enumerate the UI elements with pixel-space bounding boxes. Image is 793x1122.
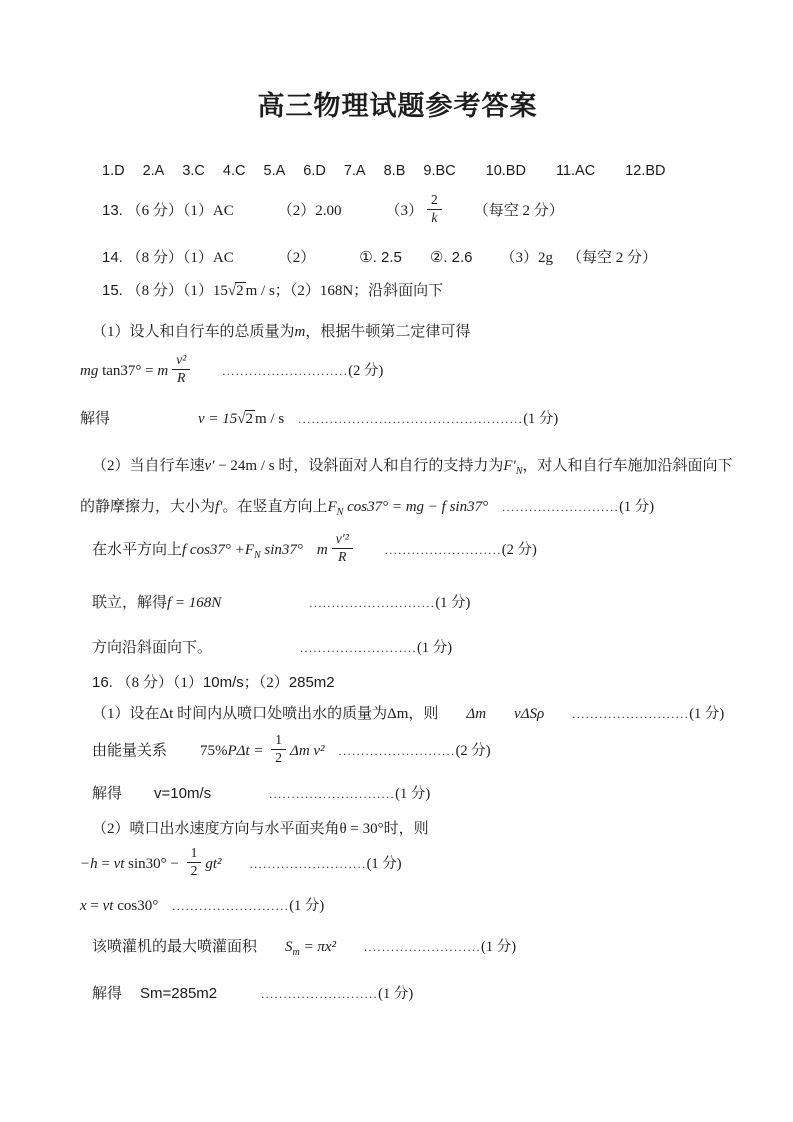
friction-variable: f′ (215, 499, 223, 516)
equation-horizontal: 在水平方向上f $\cos 37^\circ +F_N$ sin37° m $\frac{\text{v′²}}{R}$ ..........................(2 分) (92, 531, 537, 565)
q15-number: 15. (102, 281, 123, 299)
vprime2-over-R-fraction: $\frac{\text{v′²}}{R}$ (332, 532, 353, 565)
q13-note: （每空 2 分） (473, 202, 564, 219)
answer-item: 12.BD (625, 163, 666, 179)
q14-score: （8 分） (126, 249, 183, 266)
sqrt-expression: √2 m / s (237, 411, 285, 428)
delta-m-term: Δm (466, 706, 487, 723)
direction-line: 方向沿斜面向下。 ..........................(1 分) (92, 640, 453, 657)
q16-score: （8 分） (116, 675, 173, 692)
dotted-leader: .......................... (338, 743, 456, 758)
answer-item: 8.B (383, 163, 406, 179)
choice-answers-row (80, 163, 715, 179)
dotted-leader: .......................... (300, 641, 418, 656)
score-label: (1 分) (435, 595, 471, 612)
q13-score: （6 分） (126, 202, 183, 219)
score-label: (1 分) (619, 499, 655, 516)
one-half-fraction: $\frac{1}{2}$ (187, 846, 202, 879)
q13-part1: （1）AC (182, 202, 234, 219)
q14-number: 14. (102, 248, 123, 266)
dotted-leader: .......................... (364, 940, 482, 955)
score-label: (1 分) (523, 411, 559, 428)
score-label: (2 分) (455, 742, 491, 759)
q15-value: 15√2 m / s； (212, 282, 290, 299)
answer-item: 10.BD (485, 163, 526, 179)
s16-paragraph-1: （1）设在Δt 时间内从喷口处喷出水的质量为Δm，则 Δm vΔSρ ..........................(1 分) (92, 706, 725, 723)
final-result-line (80, 982, 715, 1003)
q13-part3: （3） (385, 202, 423, 219)
question-16-line (80, 671, 715, 692)
area-equation: $S_m = \pi x^2$ (285, 939, 337, 959)
page-title: 高三物理试题参考答案 (257, 91, 538, 121)
q14-blank1: ①. 2.5 (359, 248, 402, 266)
question-13-line (80, 192, 715, 228)
dotted-leader: ............................ (309, 596, 436, 611)
answer-item: 5.A (263, 163, 286, 179)
mass-variable: m (294, 323, 306, 340)
area-result: Sm=285m2 (140, 985, 218, 1003)
vertical-equation: $F_N$ cos37° = mg − f sin37° (327, 499, 489, 519)
answer-item: 1.D (102, 163, 125, 179)
question-15-line (80, 279, 715, 300)
area-label: 该喷灌机的最大喷灌面积 (92, 939, 258, 956)
s15-paragraph-2a: （2）当自行车速v′ − 24m / s 时，设斜面对人和自行的支持力为$F'_N$，对人和自行车施加沿斜面向下 (92, 458, 733, 478)
q15-score: （8 分） (126, 282, 183, 299)
score-label: (1 分) (395, 785, 431, 802)
q15-part1: （1） (182, 282, 213, 299)
solve-v-line: 解得 v = 15√2 m / s ..................................................(1 分) (80, 407, 715, 428)
answer-item: 11.AC (555, 163, 596, 179)
q16-part1-label: （1） (172, 675, 203, 692)
v2-over-R-fraction: $\frac{\text{v²}}{R}$ (172, 353, 190, 386)
answer-item: 3.C (182, 163, 205, 179)
q13-number: 13. (102, 201, 123, 219)
q14-note: （每空 2 分） (567, 249, 658, 266)
q14-part1: （1）AC (182, 249, 234, 266)
one-half-fraction: $\frac{1}{2}$ (271, 733, 286, 766)
max-area-line (80, 935, 715, 958)
score-label: (2 分) (348, 362, 384, 379)
dotted-leader: .......................... (249, 856, 367, 871)
answer-item: 2.A (142, 163, 165, 179)
equation-height: −h = vt sin30° − $\frac{1}{2}$ gt² ..........................(1 分) (80, 844, 402, 878)
dotted-leader: .......................... (572, 707, 690, 722)
s15-paragraph-1: （1）设人和自行车的总质量为m，根据牛顿第二定律可得 (92, 323, 471, 340)
dotted-leader: .......................... (502, 500, 620, 515)
equation-range: x = vt cos30° ..........................(1 分) (80, 898, 325, 915)
score-label: (1 分) (378, 986, 414, 1003)
score-label: (1 分) (481, 939, 517, 956)
answer-item: 7.A (343, 163, 366, 179)
solve-label: 解得 (92, 785, 123, 802)
speed-result: v=10m/s (154, 784, 212, 802)
dotted-leader: .......................... (384, 543, 502, 558)
score-label: (1 分) (289, 898, 325, 915)
q13-fraction: $\frac{2}{k}$ (427, 193, 442, 226)
q16-part2-label: （2） (258, 675, 289, 692)
q15-part2: （2）168N；沿斜面向下 (289, 282, 444, 299)
q16-answer2: 285m2 (288, 674, 335, 692)
q16-answer1: 10m/s； (202, 674, 259, 692)
score-label: (1 分) (689, 706, 725, 723)
horizontal-label: 在水平方向上 (92, 542, 183, 559)
dotted-leader: .......................... (261, 987, 379, 1002)
equation-newton: mg tan37° = m $\frac{\text{v²}}{R}$ ............................(2 分) (80, 351, 384, 385)
dotted-leader: .......................... (172, 899, 290, 914)
normal-force-variable: $F'_N$ (503, 458, 523, 478)
s16-paragraph-2: （2）喷口出水速度方向与水平面夹角θ = 30°时，则 (92, 820, 429, 837)
normal-force-term: $F_N$ (244, 542, 261, 562)
answer-item: 4.C (222, 163, 246, 179)
score-label: (1 分) (417, 640, 453, 657)
energy-relation-line: 由能量关系 75%PΔt = $\frac{1}{2}$ Δm v² ..........................(2 分) (92, 732, 491, 765)
solve-label: 解得 (80, 411, 111, 428)
dotted-leader: .................................................. (298, 412, 524, 427)
q16-number: 16. (92, 674, 113, 692)
dotted-leader: ............................ (222, 363, 349, 378)
solve-label: 解得 (92, 986, 123, 1003)
dotted-leader: ............................ (269, 786, 396, 801)
v-prime-variable: v′ (204, 458, 215, 475)
score-label: (2 分) (501, 542, 537, 559)
answer-item: 6.D (303, 163, 326, 179)
energy-label: 由能量关系 (92, 742, 168, 759)
s15-paragraph-2b: 的静摩擦力，大小为f′。在竖直方向上$F_N$ cos37° = mg − f sin37° ..........................(1 分) (80, 499, 655, 519)
friction-result: f = 168N (167, 595, 222, 612)
question-14-line (80, 246, 715, 267)
q14-part2: （2） (277, 249, 316, 266)
score-label: (1 分) (366, 855, 402, 872)
q14-blank2: ②. 2.6 (429, 248, 473, 266)
solve-speed-line (80, 782, 715, 803)
q13-part2: （2）2.00 (277, 202, 342, 219)
solve-friction-line: 联立，解得f = 168N ............................(1 分) (92, 595, 471, 612)
q14-part3: （3）2g (500, 249, 554, 266)
mass-flow-expression: vΔSρ (514, 706, 545, 723)
answer-item: 9.BC (423, 163, 456, 179)
